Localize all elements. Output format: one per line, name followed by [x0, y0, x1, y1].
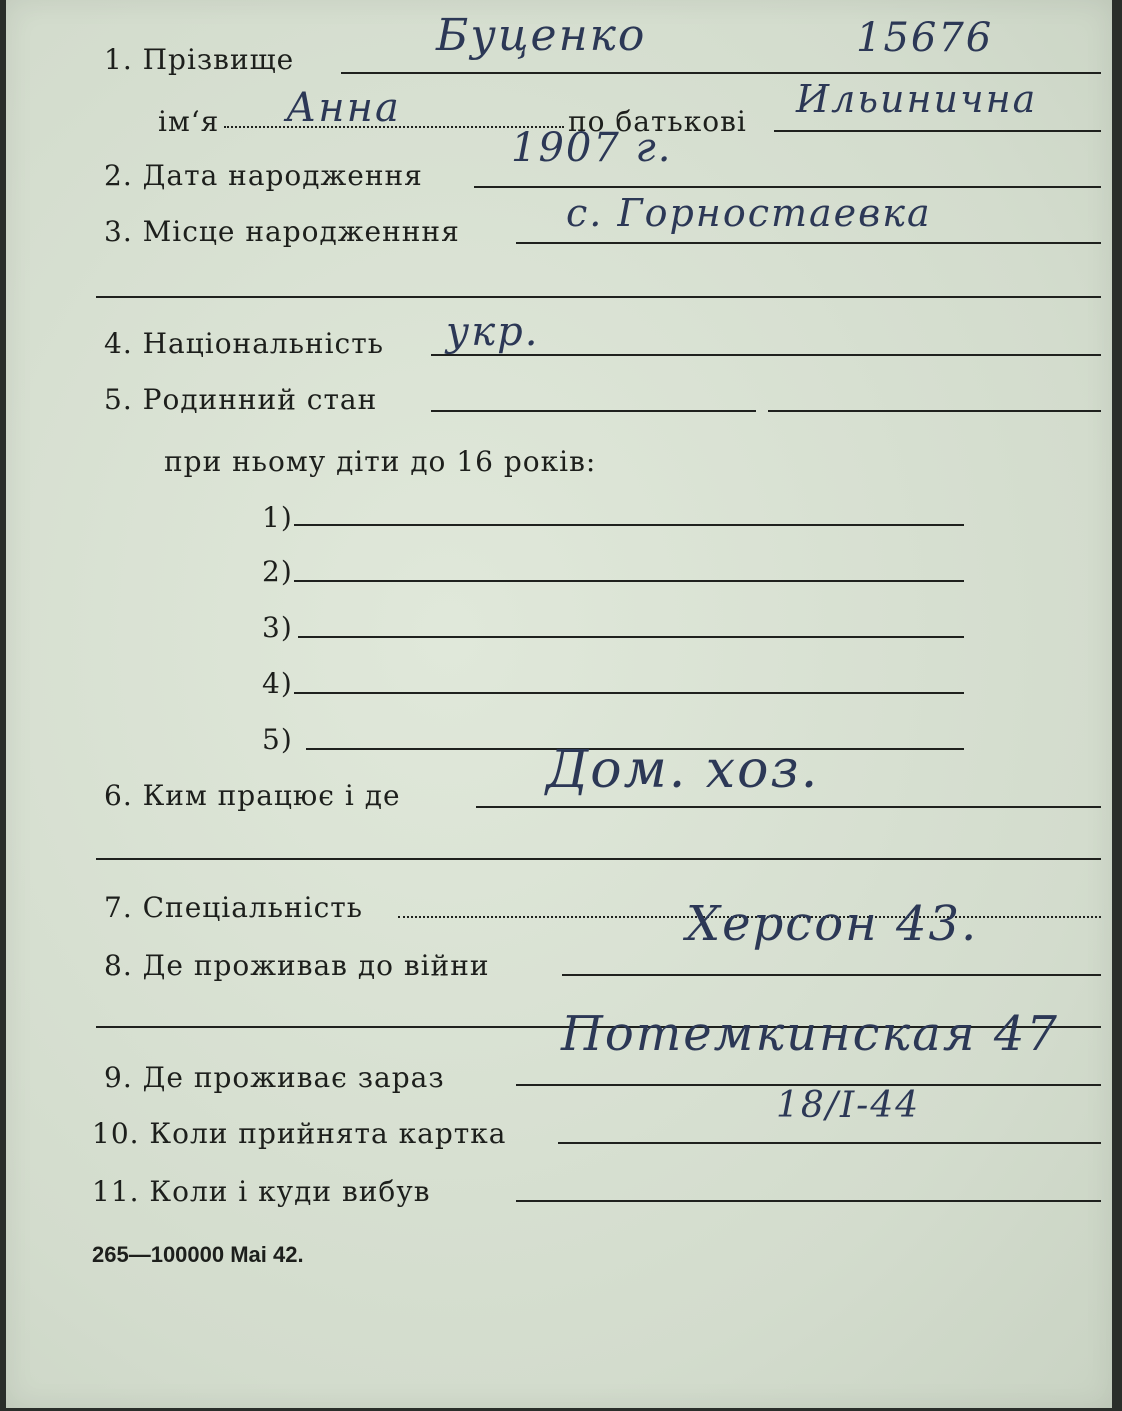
hw-card-date: 18/I-44	[776, 1085, 921, 1126]
line-child-4	[294, 692, 964, 694]
label-departure: 11. Коли і куди вибув	[92, 1175, 431, 1208]
hw-occupation: Дом. хоз.	[546, 740, 820, 800]
label-occupation: 6. Ким працює і де	[104, 779, 401, 812]
hw-birth-place: с. Горностаевка	[566, 191, 932, 235]
line-birth-place	[516, 242, 1101, 244]
label-child-4: 4)	[262, 667, 293, 700]
label-child-5: 5)	[262, 723, 293, 756]
hw-card-number: 15676	[856, 15, 994, 61]
line-occupation	[476, 806, 1101, 808]
label-name: ім‘я	[158, 105, 220, 138]
print-code: 265—100000 Mai 42.	[92, 1242, 304, 1267]
line-patronymic	[774, 130, 1101, 132]
hw-patronymic: Ильинична	[796, 77, 1038, 121]
label-marital-status: 5. Родинний стан	[104, 383, 378, 416]
line-marital-status-1	[431, 410, 756, 412]
label-children: при ньому діти до 16 років:	[164, 445, 597, 478]
label-child-1: 1)	[262, 501, 293, 534]
line-child-2	[294, 580, 964, 582]
line-birth-date	[474, 186, 1101, 188]
label-child-3: 3)	[262, 611, 293, 644]
registration-card	[6, 0, 1112, 1408]
hw-name: Анна	[286, 85, 401, 131]
label-patronymic: по батькові	[568, 105, 747, 138]
hw-prewar-residence: Херсон 43.	[686, 896, 979, 952]
hw-surname: Буценко	[436, 10, 647, 61]
label-birth-date: 2. Дата народження	[104, 159, 423, 192]
line-birth-place-2	[96, 296, 1101, 298]
line-marital-status-2	[768, 410, 1101, 412]
hw-nationality: укр.	[446, 309, 540, 355]
line-departure	[516, 1200, 1101, 1202]
hw-current-residence: Потемкинская 47	[561, 1006, 1059, 1062]
line-child-3	[298, 636, 964, 638]
label-prewar-residence: 8. Де проживав до війни	[104, 949, 490, 982]
label-current-residence: 9. Де проживає зараз	[104, 1061, 445, 1094]
line-prewar-residence	[562, 974, 1101, 976]
label-birth-place: 3. Місце народженння	[104, 215, 460, 248]
hw-birth-date: 1907 г.	[511, 125, 673, 171]
label-card-date: 10. Коли прийнята картка	[92, 1117, 507, 1150]
label-surname: 1. Прізвище	[104, 43, 295, 76]
label-nationality: 4. Національність	[104, 327, 384, 360]
label-specialty: 7. Спеціальність	[104, 891, 363, 924]
line-occupation-2	[96, 858, 1101, 860]
label-child-2: 2)	[262, 555, 293, 588]
line-child-1	[294, 524, 964, 526]
line-card-date	[558, 1142, 1101, 1144]
line-surname	[341, 72, 1101, 74]
